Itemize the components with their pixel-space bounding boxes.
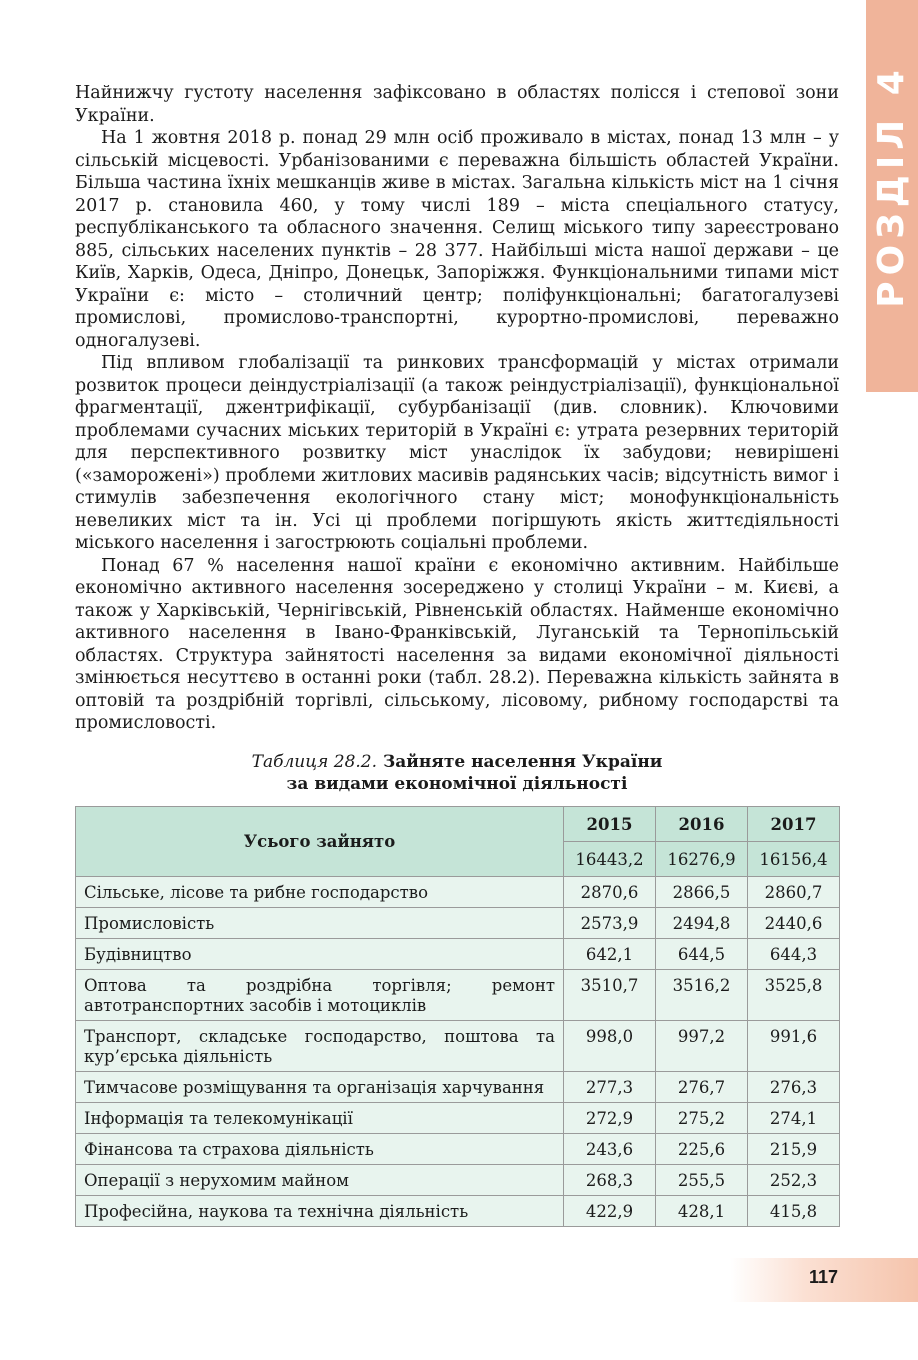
paragraph: Понад 67 % населення нашої країни є економічно активним. Найбільше економічно активного населення зосереджено у столиці України – м. Києві, а також у Харківській, Чернігівській, Рівненській областях. Найменше економічно активного населення в Івано-Франківській, Луганській та Тернопільській областях. Структура зайнятості населення за видами економічної діяльності змінюється несуттєво в останні роки (табл. 28.2). Переважна кількість зайнята в оптовій та роздрібній торгівлі, сільському, лісовому, рибному господарстві та промисловості. (75, 555, 839, 733)
table-row (76, 1103, 840, 1134)
table-row (76, 877, 840, 908)
table-cell: 2440,6 (748, 908, 840, 939)
table-row (76, 939, 840, 970)
table-cell: 274,1 (748, 1103, 840, 1134)
table-cell: 998,0 (564, 1021, 656, 1072)
header-row (76, 807, 840, 842)
activity-label: Тимчасове розміщування та організація харчування (76, 1072, 564, 1103)
table-cell: 276,3 (748, 1072, 840, 1103)
total-value: 16443,2 (564, 842, 656, 877)
table-cell: 991,6 (748, 1021, 840, 1072)
table-cell: 2573,9 (564, 908, 656, 939)
table-title: Зайняте населення України (382, 752, 663, 772)
table-cell: 275,2 (656, 1103, 748, 1134)
table-cell: 415,8 (748, 1196, 840, 1227)
table-cell: 997,2 (656, 1021, 748, 1072)
table-cell: 2866,5 (656, 877, 748, 908)
table-number: Таблиця 28.2. (251, 752, 378, 772)
activity-label: Професійна, наукова та технічна діяльність (76, 1196, 564, 1227)
activity-label: Фінансова та страхова діяльність (76, 1134, 564, 1165)
page-number: 117 (808, 1267, 838, 1287)
table-cell: 255,5 (656, 1165, 748, 1196)
paragraph: На 1 жовтня 2018 р. понад 29 млн осіб проживало в містах, понад 13 млн – у сільській місцевості. Урбанізованими є переважна більшість областей України. Більша частина їхніх мешканців живе в містах. Загальна кількість міст на 1 січня 2017 р. становила 460, у тому числі 189 – міста спеціального статусу, республіканського та обласного значення. Селищ міського типу зареєстровано 885, сільських населених пунктів – 28 377. Найбільші міста нашої держави – це Київ, Харків, Одеса, Дніпро, Донецьк, Запоріжжя. Функціональними типами міст України є: місто – столичний центр; поліфункціональні; багатогалузеві промислові, промислово-транспортні, курортно-промислові, переважно одногалузеві. (75, 128, 839, 351)
table-cell: 272,9 (564, 1103, 656, 1134)
total-label: Усього зайнято (76, 807, 564, 877)
table-cell: 422,9 (564, 1196, 656, 1227)
table-row (76, 1165, 840, 1196)
year-header: 2016 (656, 807, 748, 842)
paragraph: Найнижчу густоту населення зафіксовано в областях полісся і степової зони України. (75, 83, 839, 126)
table-cell: 644,5 (656, 939, 748, 970)
activity-label: Інформація та телекомунікації (76, 1103, 564, 1134)
total-value: 16276,9 (656, 842, 748, 877)
table-cell: 3510,7 (564, 970, 656, 1021)
activity-label: Транспорт, складське господарство, поштова та кур’єрська діяльність (76, 1021, 564, 1072)
table-caption-line-1 (75, 751, 839, 773)
total-value: 16156,4 (748, 842, 840, 877)
section-tab-label: РОЗДІЛ 4 (871, 64, 912, 308)
year-header: 2017 (748, 807, 840, 842)
activity-label: Операції з нерухомим майном (76, 1165, 564, 1196)
activity-label: Оптова та роздрібна торгівля; ремонт автотранспортних засобів і мотоциклів (76, 970, 564, 1021)
year-header: 2015 (564, 807, 656, 842)
table-cell: 3516,2 (656, 970, 748, 1021)
table-row (76, 1021, 840, 1072)
table-subtitle: за видами економічної діяльності (286, 774, 628, 794)
table-cell: 2860,7 (748, 877, 840, 908)
section-tab (866, 0, 918, 392)
activity-label: Будівництво (76, 939, 564, 970)
table-cell: 642,1 (564, 939, 656, 970)
activity-label: Промисловість (76, 908, 564, 939)
table-cell: 2870,6 (564, 877, 656, 908)
table-cell: 276,7 (656, 1072, 748, 1103)
table-row (76, 908, 840, 939)
table-cell: 215,9 (748, 1134, 840, 1165)
table-row (76, 970, 840, 1021)
table-cell: 428,1 (656, 1196, 748, 1227)
employment-table (75, 806, 840, 1227)
body-text (75, 82, 839, 735)
table-cell: 3525,8 (748, 970, 840, 1021)
activity-label: Сільське, лісове та рибне господарство (76, 877, 564, 908)
table-cell: 277,3 (564, 1072, 656, 1103)
table-cell: 252,3 (748, 1165, 840, 1196)
table-cell: 644,3 (748, 939, 840, 970)
table-caption (75, 751, 839, 795)
table-cell: 225,6 (656, 1134, 748, 1165)
table-row (76, 1072, 840, 1103)
table-cell: 2494,8 (656, 908, 748, 939)
table-cell: 243,6 (564, 1134, 656, 1165)
paragraph: Під впливом глобалізації та ринкових трансформацій у містах отримали розвиток процеси деіндустріалізації (а також реіндустріалізації), функціональної фрагментації, джентрифікації, субурбанізації (див. словник). Ключовими проблемами сучасних міських територій в Україні є: утрата резервних територій для перспективного розвитку міст унаслідок їх забудови; невирішені («заморожені») проблеми житлових масивів радянських часів; відсутність вимог і стимулів забезпечення екологічного стану міст; монофункціональність невеликих міст та ін. Усі ці проблеми погіршують якість життєдіяльності міського населення і загострюють соціальні проблеми. (75, 353, 839, 553)
table-cell: 268,3 (564, 1165, 656, 1196)
table-row (76, 1196, 840, 1227)
table-row (76, 1134, 840, 1165)
